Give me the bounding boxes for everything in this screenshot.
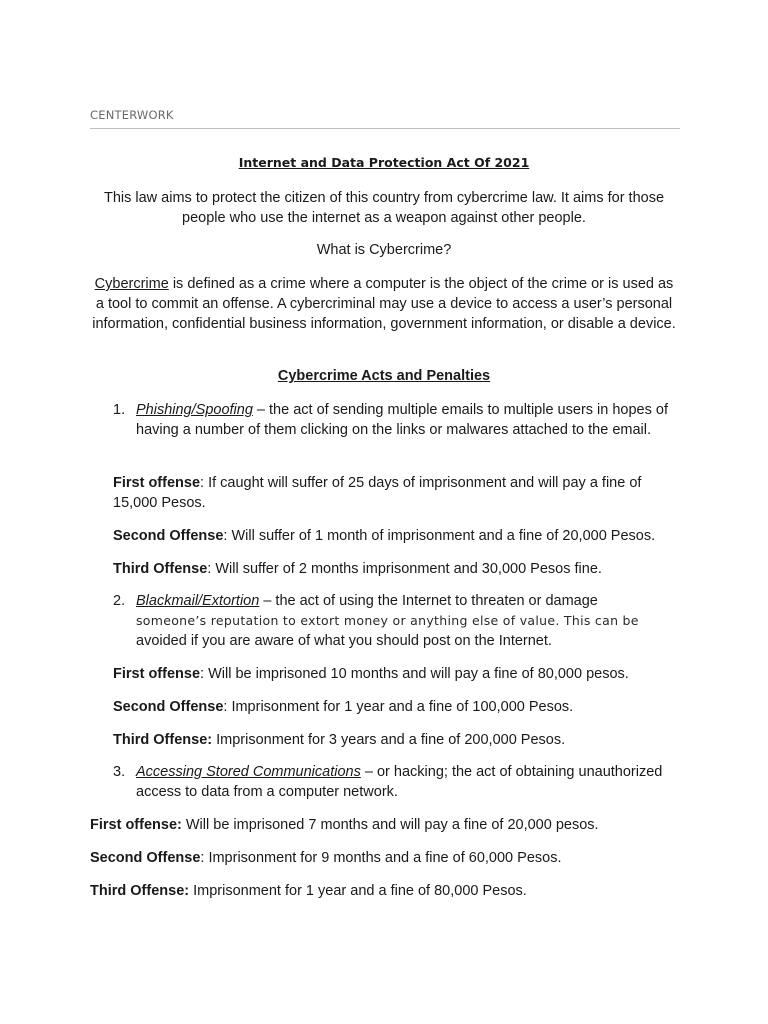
act-description: – the act of using the Internet to threaten or damage (259, 593, 598, 609)
header-label: CENTERWORK (90, 108, 174, 122)
penalty-label: Second Offense (113, 699, 224, 715)
penalty-first (113, 664, 683, 684)
penalty-first (113, 473, 683, 513)
penalty-text: : Imprisonment for 9 months and a fine of 60,000 Pesos. (200, 850, 562, 866)
penalty-second (90, 848, 680, 868)
penalty-label: Third Offense: (90, 883, 190, 899)
act-number: 1. (113, 402, 126, 418)
act-item-hacking (113, 762, 683, 802)
penalty-second (113, 526, 683, 546)
penalty-text: Will be imprisoned 7 months and will pay a fine of 20,000 pesos. (181, 817, 599, 833)
penalty-label: Third Offense (113, 561, 208, 577)
act-description: – the act of sending multiple emails to multiple users in hopes of having a number of them clicking on the links or malwares attached to the email. (136, 402, 668, 438)
act-term: Phishing/Spoofing (136, 402, 253, 418)
penalty-text: : Will be imprisoned 10 months and will pay a fine of 80,000 pesos. (200, 666, 629, 682)
act-number: 3. (113, 764, 126, 780)
penalty-first (90, 815, 680, 835)
question-heading: What is Cybercrime? (316, 242, 452, 258)
penalty-text: : Will suffer of 2 months imprisonment and 30,000 Pesos fine. (207, 561, 602, 577)
section-heading: Cybercrime Acts and Penalties (277, 368, 491, 384)
header-divider (90, 128, 680, 129)
penalty-third (113, 559, 683, 579)
intro-paragraph: This law aims to protect the citizen of this country from cybercrime law. It aims for those people who use the internet as a weapon against other people. (103, 190, 665, 226)
act-item-blackmail (113, 591, 683, 651)
penalty-third (90, 881, 680, 901)
act-term: Blackmail/Extortion (136, 593, 260, 609)
act-item-phishing (113, 400, 683, 440)
act-description: – or hacking; the act of obtaining unauthorized access to data from a computer network. (136, 764, 663, 800)
penalty-third (113, 730, 683, 750)
definition-paragraph (90, 274, 678, 334)
penalty-label: First offense (113, 666, 201, 682)
definition-text: is defined as a crime where a computer is the object of the crime or is used as a tool to commit an offense. A cybercriminal may use a device to access a user’s personal information, confidential business information, government information, or disable a device. (92, 276, 676, 332)
act-number: 2. (113, 593, 126, 609)
penalty-text: : Imprisonment for 1 year and a fine of 100,000 Pesos. (223, 699, 574, 715)
act-term: Accessing Stored Communications (136, 764, 361, 780)
penalty-label: Second Offense (113, 528, 224, 544)
penalty-text: : Will suffer of 1 month of imprisonment and a fine of 20,000 Pesos. (223, 528, 656, 544)
act-description-continued: someone’s reputation to extort money or anything else of value. This can be (136, 613, 639, 628)
document-title: Internet and Data Protection Act Of 2021 (238, 155, 530, 170)
penalty-label: First offense (113, 475, 201, 491)
penalty-label: Second Offense (90, 850, 201, 866)
penalty-text: Imprisonment for 1 year and a fine of 80,000 Pesos. (189, 883, 527, 899)
penalty-second (113, 697, 683, 717)
penalty-label: Third Offense: (113, 732, 213, 748)
definition-term: Cybercrime (94, 276, 169, 292)
penalty-text: : If caught will suffer of 25 days of imprisonment and will pay a fine of 15,000 Pesos. (113, 475, 642, 511)
act-description-end: avoided if you are aware of what you should post on the Internet. (136, 633, 552, 649)
penalty-text: Imprisonment for 3 years and a fine of 200,000 Pesos. (212, 732, 566, 748)
penalty-label: First offense: (90, 817, 182, 833)
